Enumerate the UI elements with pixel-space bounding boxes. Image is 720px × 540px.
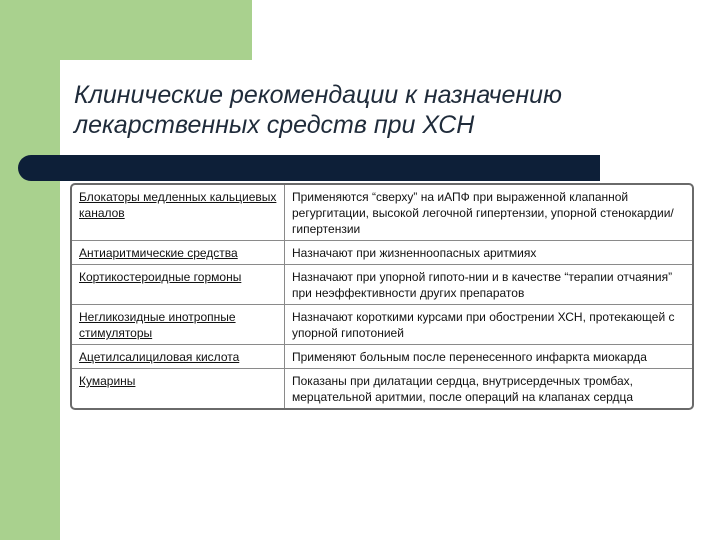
drug-class-cell: Негликозидные инотропные стимуляторы xyxy=(72,305,285,345)
slide-title xyxy=(74,80,694,140)
drug-class-cell: Кортикостероидные гормоны xyxy=(72,265,285,305)
table-row xyxy=(72,369,692,409)
slide-title-line-1: Клинические рекомендации к назначению xyxy=(74,81,562,109)
slide-title-line-2: лекарственных средств при ХСН xyxy=(74,111,475,139)
table-row xyxy=(72,241,692,265)
drug-class-cell: Ацетилсалициловая кислота xyxy=(72,345,285,369)
recommendation-cell: Применяются “сверху” на иАПФ при выраженной клапанной регургитации, высокой легочной гипертензии, упорной стенокардии/гипертензии xyxy=(285,185,693,241)
decorative-green-block-left xyxy=(0,0,60,540)
drug-class-cell: Кумарины xyxy=(72,369,285,409)
recommendation-cell: Назначают короткими курсами при обострении ХСН, протекающей с упорной гипотонией xyxy=(285,305,693,345)
drug-class-cell: Антиаритмические средства xyxy=(72,241,285,265)
table-row xyxy=(72,265,692,305)
drug-class-cell: Блокаторы медленных кальциевых каналов xyxy=(72,185,285,241)
recommendations-table xyxy=(70,183,694,410)
recommendation-cell: Назначают при жизненноопасных аритмиях xyxy=(285,241,693,265)
recommendation-cell: Назначают при упорной гипото-нии и в качестве “терапии отчаяния” при неэффективности других препаратов xyxy=(285,265,693,305)
table-row xyxy=(72,185,692,241)
table-row xyxy=(72,345,692,369)
recommendation-cell: Применяют больным после перенесенного инфаркта миокарда xyxy=(285,345,693,369)
title-underline-bar xyxy=(18,155,600,181)
table-row xyxy=(72,305,692,345)
recommendation-cell: Показаны при дилатации сердца, внутрисердечных тромбах, мерцательной аритмии, после операций на клапанах сердца xyxy=(292,374,634,404)
